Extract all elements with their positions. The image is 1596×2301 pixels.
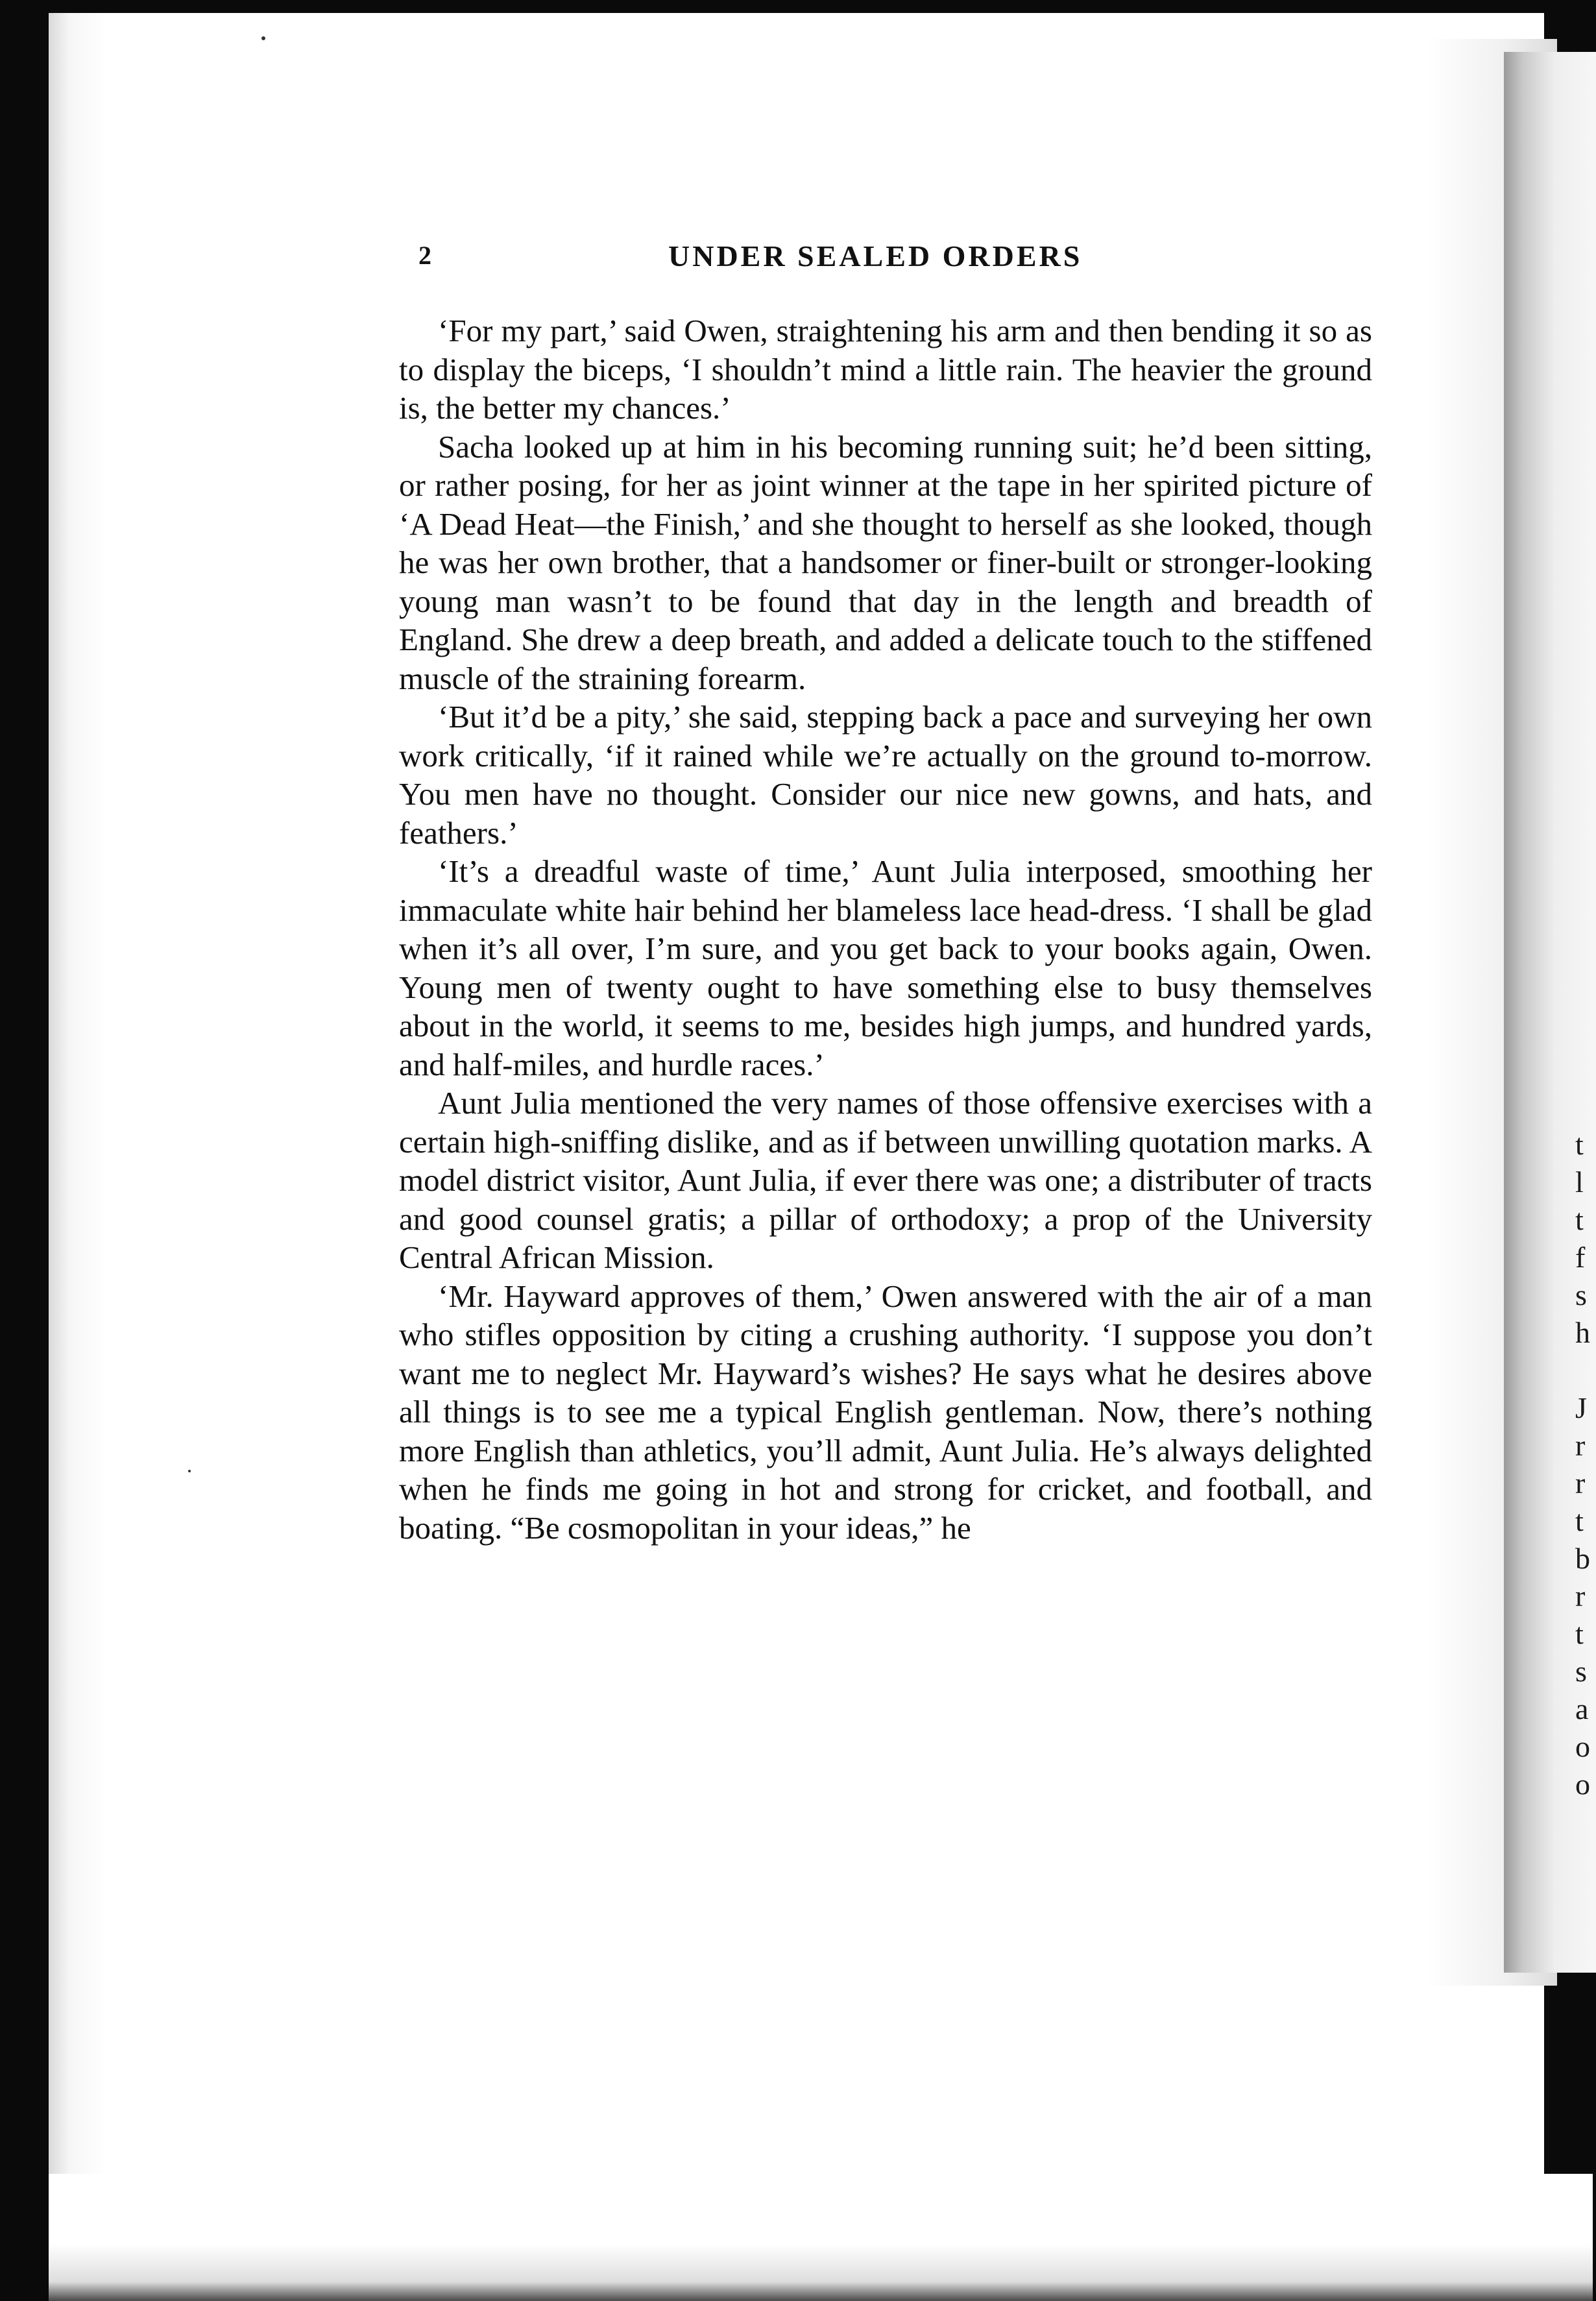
facing-letter: t xyxy=(1575,1203,1584,1236)
paragraph: ‘Mr. Hayward approves of them,’ Owen answered with the air of a man who stifles opposition by citing a crushing authority. ‘I suppose you don’t want me to neglect Mr. Hayward’s wishes? He says what he desires above all things is to see me a typical English gentleman. Now, there’s nothing more English than athletics, you’ll admit, Aunt Julia. He’s always delighted when he finds me going in hot and strong for cricket, and football, and boating. “Be cosmopolitan in your ideas,” he xyxy=(399,1278,1372,1546)
facing-letter: r xyxy=(1575,1429,1586,1462)
facing-letter: J xyxy=(1575,1391,1587,1424)
facing-letter: r xyxy=(1575,1467,1586,1500)
facing-letter: t xyxy=(1575,1128,1584,1161)
scan-speck xyxy=(188,1470,191,1472)
facing-letter xyxy=(1575,1352,1596,1389)
facing-letter: l xyxy=(1575,1165,1584,1199)
running-header xyxy=(418,239,1405,278)
page-binding-shadow xyxy=(49,13,107,2245)
page-bottom-edge xyxy=(49,2174,1593,2301)
facing-letter: r xyxy=(1575,1579,1586,1613)
body-text xyxy=(399,311,1372,1547)
facing-letter: a xyxy=(1575,1692,1589,1725)
facing-letter: s xyxy=(1575,1278,1587,1311)
facing-page-letters xyxy=(1575,1126,1596,1803)
paragraph: ‘For my part,’ said Owen, straightening his arm and then bending it so as to display the biceps, ‘I shouldn’t mind a little rain. The heavier the ground is, the better my chances.’ xyxy=(399,313,1372,426)
facing-letter: t xyxy=(1575,1617,1584,1650)
facing-letter: f xyxy=(1575,1241,1586,1274)
running-title: UNDER SEALED ORDERS xyxy=(668,239,1083,273)
facing-letter: t xyxy=(1575,1504,1584,1537)
paragraph: ‘But it’d be a pity,’ she said, stepping back a pace and surveying her own work critically, ‘if it rained while we’re actually on the ground to-morrow. You men have no thought. Consider our nice new gowns, and hats, and feathers.’ xyxy=(399,699,1372,851)
page-number: 2 xyxy=(418,241,431,270)
paragraph: Aunt Julia mentioned the very names of those offensive exercises with a certain high-sniffing dislike, and as if between unwilling quotation marks. A model district visitor, Aunt Julia, if ever there was one; a distributer of tracts and good counsel gratis; a pillar of orthodoxy; a prop of the University Central African Mission. xyxy=(399,1085,1372,1275)
paragraph: ‘It’s a dreadful waste of time,’ Aunt Julia interposed, smoothing her immaculate white hair behind her blameless lace head-dress. ‘I shall be glad when it’s all over, I’m sure, and you get back to your books again, Owen. Young men of twenty ought to have something else to busy themselves about in the world, it seems to me, besides high jumps, and hundred yards, and half-miles, and hurdle races.’ xyxy=(399,853,1372,1082)
paragraph: Sacha looked up at him in his becoming running suit; he’d been sitting, or rather posing, for her as joint winner at the tape in her spirited picture of ‘A Dead Heat—the Finish,’ and she thought to herself as she looked, though he was her own brother, that a handsomer or finer-built or stronger-looking young man wasn’t to be found that day in the length and breadth of England. She drew a deep breath, and added a delicate touch to the stiffened muscle of the straining forearm. xyxy=(399,428,1372,696)
facing-letter: b xyxy=(1575,1542,1590,1575)
facing-letter: s xyxy=(1575,1655,1587,1688)
facing-letter: h xyxy=(1575,1316,1590,1349)
scan-speck xyxy=(261,36,265,40)
facing-letter: o xyxy=(1575,1730,1590,1763)
facing-letter: o xyxy=(1575,1768,1590,1801)
